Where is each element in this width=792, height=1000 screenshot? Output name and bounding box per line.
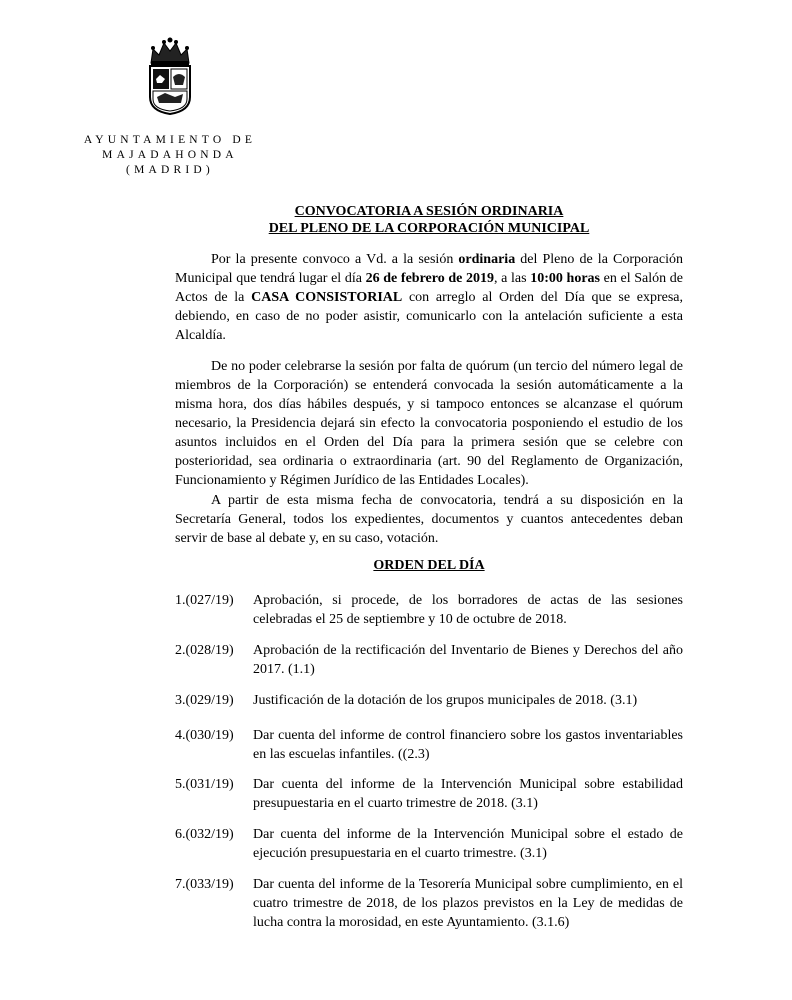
p1-text: del Pleno de la Corporación Municipal que tendrá lugar el día — [175, 252, 683, 286]
agenda-item — [175, 775, 683, 813]
agenda-item-text: Dar cuenta del informe de control financiero sobre los gastos inventariables en las escuelas infantiles. ((2.3) — [253, 728, 683, 762]
agenda-item-number: 1.(027/19) — [175, 593, 234, 608]
p3-text: A partir de esta misma fecha de convocatoria, tendrá a su disposición en la Secretaría General, todos los expedientes, documentos y cuantos antecedentes deban servir de base al debate y, en su caso, votación. — [175, 493, 683, 546]
p1-bold-place: CASA CONSISTORIAL — [251, 290, 403, 305]
coat-of-arms-icon — [145, 37, 195, 115]
org-name-line1: AYUNTAMIENTO DE — [83, 134, 257, 146]
paragraph-documents — [175, 491, 683, 548]
agenda-heading: ORDEN DEL DÍA — [373, 558, 485, 573]
organization-name — [80, 133, 260, 178]
agenda-item — [175, 726, 683, 764]
agenda-item-number: 7.(033/19) — [175, 877, 234, 892]
agenda-item — [175, 825, 683, 863]
agenda-item-text: Dar cuenta del informe de la Intervención Municipal sobre estabilidad presupuestaria en el cuarto trimestre de 2018. (3.1) — [253, 777, 683, 811]
agenda-item-number: 3.(029/19) — [175, 693, 234, 708]
agenda-item — [175, 641, 683, 679]
org-name-line2: MAJADAHONDA — [102, 149, 238, 161]
p1-bold-time: 10:00 horas — [530, 271, 600, 286]
agenda-item-number: 6.(032/19) — [175, 827, 234, 842]
agenda-item-text: Dar cuenta del informe de la Intervención Municipal sobre el estado de ejecución presupuestaria en el cuarto trimestre. (3.1) — [253, 827, 683, 861]
org-name-line3: (MADRID) — [126, 164, 214, 176]
agenda-item — [175, 691, 683, 710]
p1-bold-date: 26 de febrero de 2019 — [365, 271, 494, 286]
agenda-item — [175, 591, 683, 629]
agenda-item-number: 4.(030/19) — [175, 728, 234, 743]
agenda-item-text: Aprobación, si procede, de los borradores de actas de las sesiones celebradas el 25 de septiembre y 10 de octubre de 2018. — [253, 593, 683, 627]
agenda-item-number: 5.(031/19) — [175, 777, 234, 792]
p1-text: con arreglo al Orden del Día que se expresa, debiendo, en caso de no poder asistir, comunicarlo con la antelación suficiente a esta Alcaldía. — [175, 290, 683, 343]
agenda-item-text: Dar cuenta del informe de la Tesorería Municipal sobre cumplimiento, en el cuatro trimestre de 2018, de los plazos previstos en la Ley de medidas de lucha contra la morosidad, en este Ayuntamiento. (3.1.6) — [253, 877, 683, 930]
paragraph-convocation — [175, 250, 683, 345]
title-line2: DEL PLENO DE LA CORPORACIÓN MUNICIPAL — [268, 221, 590, 236]
p1-text: en el Salón de Actos de la — [175, 271, 683, 305]
p1-text: , a las — [494, 271, 531, 286]
title-line1: CONVOCATORIA A SESIÓN ORDINARIA — [294, 204, 564, 219]
p1-bold-session-type: ordinaria — [458, 252, 516, 267]
agenda-item-number: 2.(028/19) — [175, 643, 234, 658]
paragraph-quorum — [175, 357, 683, 490]
agenda-item — [175, 875, 683, 932]
agenda-item-text: Justificación de la dotación de los grupos municipales de 2018. (3.1) — [253, 693, 638, 708]
p2-text: De no poder celebrarse la sesión por falta de quórum (un tercio del número legal de miembros de la Corporación) se entenderá convocada la sesión automáticamente a la misma hora, dos días hábiles después, y si tampoco entonces se alcanzase el quórum necesario, la Presidencia dejará sin efecto la convocatoria posponiendo el estudio de los asuntos incluidos en el Orden del Día para la primera sesión que se celebre con posterioridad, sea ordinaria o extraordinaria (art. 90 del Reglamento de Organización, Funcionamiento y Régimen Jurídico de las Entidades Locales). — [175, 359, 683, 488]
p1-text: Por la presente convoco a Vd. a la sesión — [211, 252, 459, 267]
document-title — [175, 203, 683, 237]
agenda-item-text: Aprobación de la rectificación del Inventario de Bienes y Derechos del año 2017. (1.1) — [253, 643, 683, 677]
